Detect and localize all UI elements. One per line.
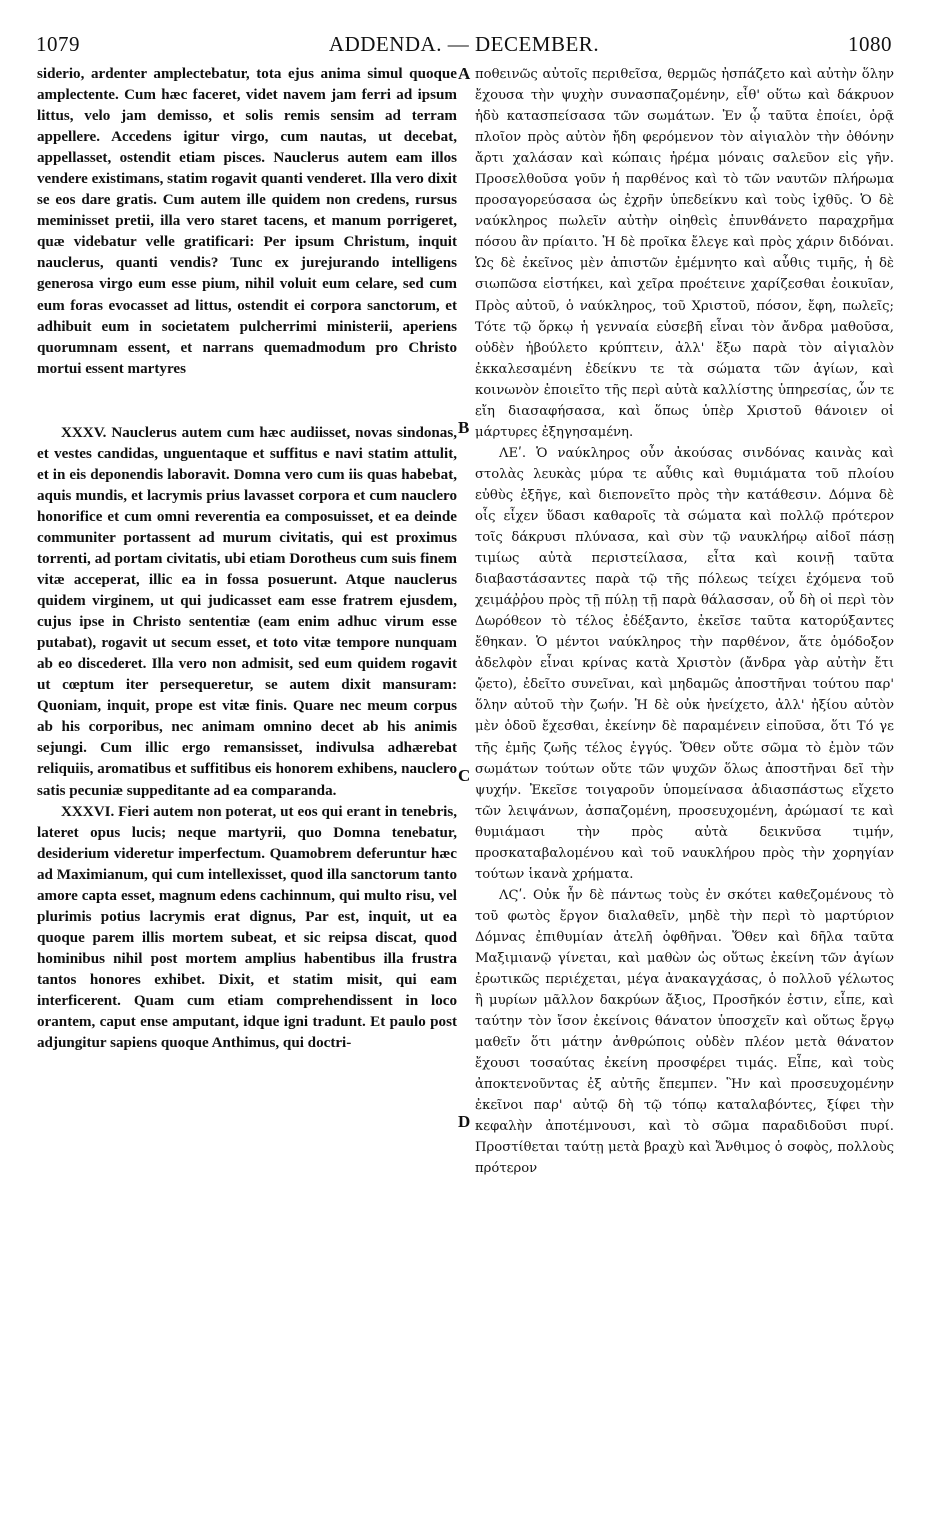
greek-column <box>475 64 894 1179</box>
greek-paragraph: ποθεινῶς αὐτοῖς περιθεῖσα, θερμῶς ἠσπάζετο καὶ αὐτὴν ὅλην ἔχουσα τὴν ψυχὴν συνασπαζομένην, εἶθ' οὕτω καὶ δάκρυον ἡδὺ κατασπείσασα τῶν σωμάτων. Ἐν ᾧ ταῦτα ἐποίει, ὁρᾷ πλοῖον πρὸς αὐτὸν ἤδη φερόμενον τὸν αἰγιαλὸν τὴν ὀθόνην ἄρτι χαλάσαν καὶ κώπαις ἠρέμα μόναις σαλεῦον εἰς γῆν. Προσελθοῦσα γοῦν ἡ παρθένος καὶ τὸ τῶν ναυτῶν πλήρωμα προσαγορεύσασα ὡς ἐχρῆν ὑπεδείκνυ καὶ τοὺς ἰχθῦς. Ὁ δὲ ναύκληρος πωλεῖν αὐτὴν οἰηθεὶς ἐπυνθάνετο παραχρῆμα πόσου ἂν πρίαιτο. Ἡ δὲ προῖκα ἔλεγε καὶ πρὸς χάριν διδόναι. Ὡς δὲ ἐκεῖνος μὲν ἀπιστῶν ἐμέμνητο καὶ αὖθις τιμῆς, ἡ δὲ σιωπῶσα εἱστήκει, καὶ χεῖρα προέτεινε χαρίζεσθαι ἐοικυῖαν, Πρὸς αὐτοῦ, ὁ ναύκληρος, τοῦ Χριστοῦ, πόσον, ἔφη, πωλεῖς; Τότε τῷ ὅρκῳ ἡ γενναία εὐσεβῆ εἶναι τὸν ἄνδρα μαθοῦσα, οὐδὲν ἠβούλετο κρύπτειν, ἀλλ' ἔξω παρὰ τὸν αἰγιαλὸν ἐκκαλεσαμένη ἐδείκνυ τε τὰ σώματα τῶν ἁγίων, καὶ κοινωνὸν ἐποιεῖτο τῆς περὶ αὐτὰ καλλίστης ὑπηρεσίας, ὧν τε εἴη διασαφήσασα, καὶ ὅπως ὑπὲρ Χριστοῦ θάνοιεν οἱ μάρτυρες ἐξηγησαμένη. <box>475 67 894 440</box>
running-header <box>36 32 892 62</box>
page-number-left: 1079 <box>36 32 80 56</box>
margin-marker-b: B <box>458 418 470 437</box>
greek-section-35: ΛΕʹ. Ὁ ναύκληρος οὖν ἀκούσας σινδόνας καινὰς καὶ στολὰς λευκὰς μύρα τε αὖθις καὶ θυμιάματα τοῦ πλοίου εὐθὺς ἐξῆγε, καὶ διεπονεῖτο πρὸς τὴν κατάθεσιν. Δόμνα δὲ οἷς εἶχεν ὕδασι καθαροῖς τὰ σώματα καὶ πολλῷ πρότερον τοῖς δάκρυσι πλύνασα, καὶ σὺν τῷ ναυκλήρῳ αἰδοῖ πάσῃ τιμίως αὐτὰ περιστείλασα, εἶτα καὶ κοινῇ ταῦτα διαβαστάσαντες παρὰ τῷ τῆς πόλεως τείχει ἐχόμενα τοῦ χειμάῤῥου πρὸς τῇ πύλῃ τῇ παρὰ θάλασσαν, οὗ δὴ οἱ περὶ τὸν Δωρόθεον τὸ τέλος ἐδέξαντο, ἐκεῖσε ταῦτα κατορύξαντες ἔθηκαν. Ὁ μέντοι ναύκληρος τὴν παρθένον, ἅτε ὁμόδοξον ἀδελφὸν εἶναι κρίνας κατὰ Χριστὸν (ἄνδρα γὰρ αὐτὴν ἔτι ᾤετο), ἐδεῖτο συνεῖναι, καὶ μηδαμῶς ἀποστῆναι τούτου παρ' ὅλην αὐτοῦ τὴν ζωήν. Ἡ δὲ οὐκ ἠνείχετο, ἀλλ' ἠξίου αὐτὸν μὲν ὁδοῦ ἔχεσθαι, ἐκείνην δὲ παραμένειν εἰποῦσα, ὅτι Τό γε τῆς ἐμῆς ζωῆς τέλος ἐγγύς. Ὅθεν οὔτε σῶμα τὸ ἐμὸν τῶν σωμάτων τούτων οὔτε τῶν ψυχῶν ὅλως ἀποστῆναι δεῖ τὴν ψυχήν. Ἐκεῖσε τοιγαροῦν ὑπομείνασα ἀδιασπάστως εἴχετο τῶν λειψάνων, ἀσπαζομένη, προσευχομένη, ἀρώμασί τε καὶ θυμιάμασι τὴν πρὸς αὐτὰ δεικνῦσα τιμήν, προσκαταβαλομένου καὶ τοῦ ναυκλήρου πρὸς τὴν χορηγίαν τούτων ἱκανὰ χρήματα. <box>475 445 894 882</box>
page-number-right: 1080 <box>848 32 892 56</box>
margin-marker-a: A <box>458 64 471 83</box>
latin-section-36: XXXVI. Fieri autem non poterat, ut eos qui erant in tenebris, lateret opus lucis; neque martyrii, quo Domna tenebatur, desiderium videretur imperfectum. Quamobrem deferuntur hæc ad Maximianum, qui cum intellexisset, quod illa sanctorum tanto amore capta esset, magnum edens cachinnum, qui multo risu, vel plurimis potius lacrymis erat dignus, Par est, inquit, ut ea quoque parem illis mortem subeat, et sic reipsa discat, quod hominibus nihil post mortem amplius habentibus illa frustra tantos honores exhibet. Dixit, et statim misit, qui eam interficerent. Quam cum etiam comprehendissent in loco orantem, caput ense amputant, idque igni tradunt. Et paulo post adjungitur sapiens quoque Anthimus, qui doctri- <box>37 803 457 1052</box>
latin-column <box>37 64 457 1054</box>
running-title: ADDENDA. — DECEMBER. <box>328 32 600 56</box>
margin-marker-c: C <box>458 766 471 785</box>
latin-section-35: XXXV. Nauclerus autem cum hæc audiisset, novas sindonas, et vestes candidas, unguentaque et suffitus e navi statim attulit, et in eis deponendis laboravit. Domna vero cum iis quas habebat, aquis mundis, et lacrymis prius lavasset corpora et cum nauclero honorifice et cum omni reverentia ea composuisset, et ea deinde communiter portassent ad murum civitatis, qui est proximus torrenti, ad portam civitatis, ubi etiam Dorotheus cum suis finem vitæ acceperat, illic ea in fossa posuerunt. Atque nauclerus quidem virginem, ut qui judicasset eam esse fratrem ejusdem, cujus ipse in Christo sententiæ (eam enim adhuc virum esse putabat), rogavit ut secum esset, et toto vitæ tempore nunquam ab eo discederet. Illa vero non admisit, sed eum quidem rogavit ut cœptum iter persequeretur, se autem dixit mansuram: Quoniam, inquit, prope est vitæ finis. Quare nec meum corpus ab his corporibus, nec animam omnino decet ab his animis sejungi. Cum illic ergo remansisset, indivulsa adhærebat reliquiis, aromatibus et suffitibus eis honorem exhibens, nauclero satis pecuniæ suppeditante ad ea comparanda. <box>37 424 457 799</box>
greek-section-36: ΛϚʹ. Οὐκ ἦν δὲ πάντως τοὺς ἐν σκότει καθεζομένους τὸ τοῦ φωτὸς ἔργον διαλαθεῖν, μηδὲ τὴν περὶ τὸ μαρτύριον Δόμνας ἐπιθυμίαν ἀτελῆ ὀφθῆναι. Ὅθεν καὶ δῆλα ταῦτα Μαξιμιανῷ γίνεται, καὶ μαθὼν ὡς οὕτως ἐκείνη τῶν ἁγίων ἐρωτικῶς περιέχεται, μέγα ἀνακαγχάσας, ὁ πολλοῦ γέλωτος ἢ μυρίων μᾶλλον δακρύων ἄξιος, Προσῆκόν ἐστιν, εἶπε, καὶ ταύτην τὸν ἴσον ἐκείνοις θάνατον ὑποσχεῖν καὶ οὕτως ἔργῳ μαθεῖν ὅτι μάτην ἀνθρώποις οὐδὲν πλέον μετὰ θάνατον ἔχουσι τοσαύτας ἐκείνη προσφέρει τιμάς. Εἶπε, καὶ τοὺς ἀποκτενοῦντας ἐξ αὐτῆς ἔπεμπεν. Ἣν καὶ προσευχομένην ἐκεῖνοι παρ' αὐτῷ δὴ τῷ τόπῳ καταλαβόντες, ξίφει τὴν κεφαλὴν ἀποτέμνουσι, καὶ τὸ σῶμα παραδιδοῦσι πυρί. Προστίθεται ταύτῃ μετὰ βραχὺ καὶ Ἄνθιμος ὁ σοφὸς, πολλοὺς πρότερον <box>475 887 894 1177</box>
latin-paragraph: siderio, ardenter amplectebatur, tota ejus anima simul quoque amplectente. Cum hæc faceret, videt navem jam ferri ad ipsum littus, velo jam demisso, et solis remis sensim ad terram appellere. Accedens igitur virgo, cum nautas, ut decebat, appellasset, ostendit etiam pisces. Nauclerus autem eam illos vendere existimans, statim rogavit quanti venderet. Illa vero dixit se eos dare gratis. Cum autem ille quidem non credens, rursus meminisset pretii, illa vero staret tacens, et manum porrigeret, quæ videbatur velle gratificari: Per ipsum Christum, inquit nauclerus, quanti vendis? Tunc ex jurejurando intelligens generosa virgo eum esse pium, nihil voluit eum celare, sed cum eum foras evocasset ad littus, ostendit ei corpora sanctorum, et adhibuit eum in societatem pulcherrimi ministerii, aperiens quorumnam essent, et narrans quemadmodum pro Christo mortui essent martyres <box>37 66 457 377</box>
margin-marker-d: D <box>458 1112 471 1131</box>
